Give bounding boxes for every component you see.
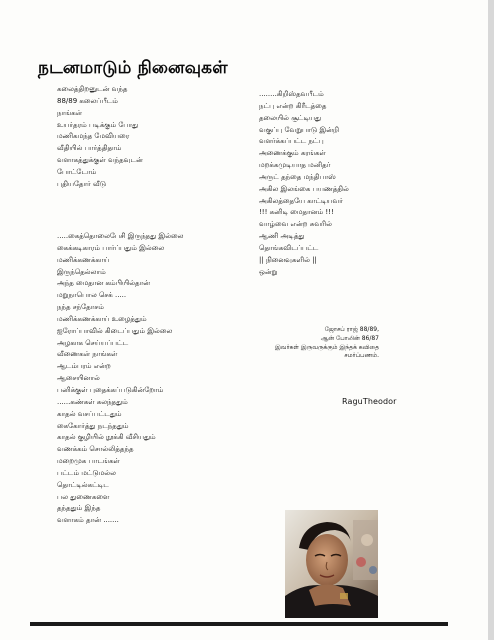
poem-line: பல துணைகளை — [57, 492, 110, 501]
poem-line: அணைக்கும் கரங்கள் — [259, 149, 326, 158]
poem-line: கலைத்திறனுடன் வந்த — [57, 85, 128, 93]
poem-line: மணிக்கணக்காய் உழைத்தும் — [57, 314, 147, 323]
author-photo — [285, 510, 378, 618]
right-column — [259, 89, 349, 279]
poem-line: ஆணி அடித்து — [259, 232, 305, 241]
poem-line: கைகோர்த்து நடந்ததும் — [57, 421, 129, 430]
poem-line: நாங்கள் — [57, 108, 83, 117]
poem-line: தந்ததும் இந்த — [57, 504, 101, 513]
poem-line: வணக்கம் சொல்லித்தந்த — [57, 445, 134, 454]
poem-line: காதல் குழியில் நூக்கி வீசியதும் — [57, 433, 156, 442]
poem-line: தொட்டில்கட்டிட — [57, 480, 109, 489]
poem-line: !!! கனிடி மைதானம் !!! — [259, 208, 334, 217]
poem-line: ஒன்று — [259, 267, 278, 276]
poem-line: பட்டம் மட்டுமல்ல — [57, 468, 116, 477]
poem-line: அழகாக செய்யப்பட்ட — [57, 338, 129, 347]
bottom-rule — [30, 622, 448, 626]
poem-line: வீணைகள் நாங்கள் — [57, 350, 118, 359]
poem-line: அகிலத்தையே காட்டியவர் — [259, 196, 343, 205]
dedication-line: சமர்ப்பணம். — [344, 352, 379, 360]
left-column-bottom — [57, 231, 183, 527]
left-column-top — [57, 84, 143, 191]
poem-line: காதல் வசப்பட்டதும் — [57, 409, 122, 418]
poem-line: நட்பு என்ற கிரீடத்தை — [259, 101, 327, 110]
poem-line: ஆடம்பரம் என்ற — [57, 362, 111, 371]
dedication-line: ஜோசப் ராஜ் 88/89, — [324, 326, 379, 333]
poem-line: அருட் தந்தை மந்திபாஸ் — [259, 172, 336, 181]
dedication-line: இவர்கள் இருவருக்கும் இந்தக் கவிதை — [274, 343, 379, 351]
poem-line: வாழ்வை என்ற சுவரில் — [259, 220, 332, 229]
poem-line: மறக்கமுடியாத மனிதர் — [259, 161, 331, 170]
dedication — [275, 326, 379, 361]
poem-line: ......கண்கள் கலந்ததும் — [57, 397, 128, 406]
poem-line: இருந்தெல்லாம் — [57, 267, 106, 276]
author-portrait-illustration — [285, 510, 378, 618]
poem-line: வீதியில் பார்த்திதாம் — [57, 144, 122, 153]
poem-line: வளாகம் தான் ....... — [57, 516, 119, 525]
poem-line: நந்த சந்தோசம் — [57, 303, 104, 312]
author-name: RaguTheodor — [342, 397, 397, 406]
poem-line: ஐரோப்பாவில் கிடைப்பதும் இல்லை — [57, 326, 173, 335]
poem-line: போட்டோம் — [57, 167, 97, 176]
poem-line: உயர்தரம் படிக்கும் போது — [57, 120, 139, 129]
poem-line: அகில இலங்கை பயணத்தில் — [259, 184, 349, 193]
dedication-line: ஆன் போலின் 86/87 — [320, 334, 379, 342]
poem-line: மறுநாபொல செக் ..... — [57, 291, 127, 300]
poem-line: .....கைத்தொலைபேசி இருந்தது இல்லை — [57, 232, 184, 240]
poem-line: ஆசையினால் — [57, 374, 100, 383]
poem-line: கைக்கடிகாரம் பார்ப்பதும் இல்லை — [57, 243, 165, 252]
poem-line: வகுப்பு வேறுபாடு இன்றி — [259, 125, 340, 134]
page-edge-shadow — [488, 0, 494, 640]
poem-title: நடனமாடும் நினைவுகள் — [38, 58, 228, 78]
poem-line: வளர்க்கப்பட்ட நட்பு — [259, 137, 324, 146]
poem-line: வளாகத்துக்குள் வந்தவுடன் — [57, 156, 143, 165]
poem-line: மணிகமந்த மேவியரை — [57, 132, 130, 141]
poem-line: அந்த மைதான கம்பியில்தான் — [57, 279, 151, 288]
poem-line: ........கிறிஸ்தவபீடம் — [259, 90, 324, 98]
poem-line: தலையில் சூட்டியது — [259, 113, 322, 122]
poem-line: || நினைவுகளில் || — [259, 255, 317, 264]
poem-line: மறைமுக பாடங்கள் — [57, 457, 120, 466]
poem-line: மணிக்கணக்காய் — [57, 255, 110, 264]
poem-line: பனிக்குள் புதைக்கப்படுகின்றோம் — [57, 385, 164, 394]
poem-line: 88/89 கலைப்பீடம் — [57, 96, 118, 105]
poem-line: தொங்கவிடப்பட்ட — [259, 243, 319, 252]
poem-line: புதியதோர் வீடு — [57, 179, 106, 188]
